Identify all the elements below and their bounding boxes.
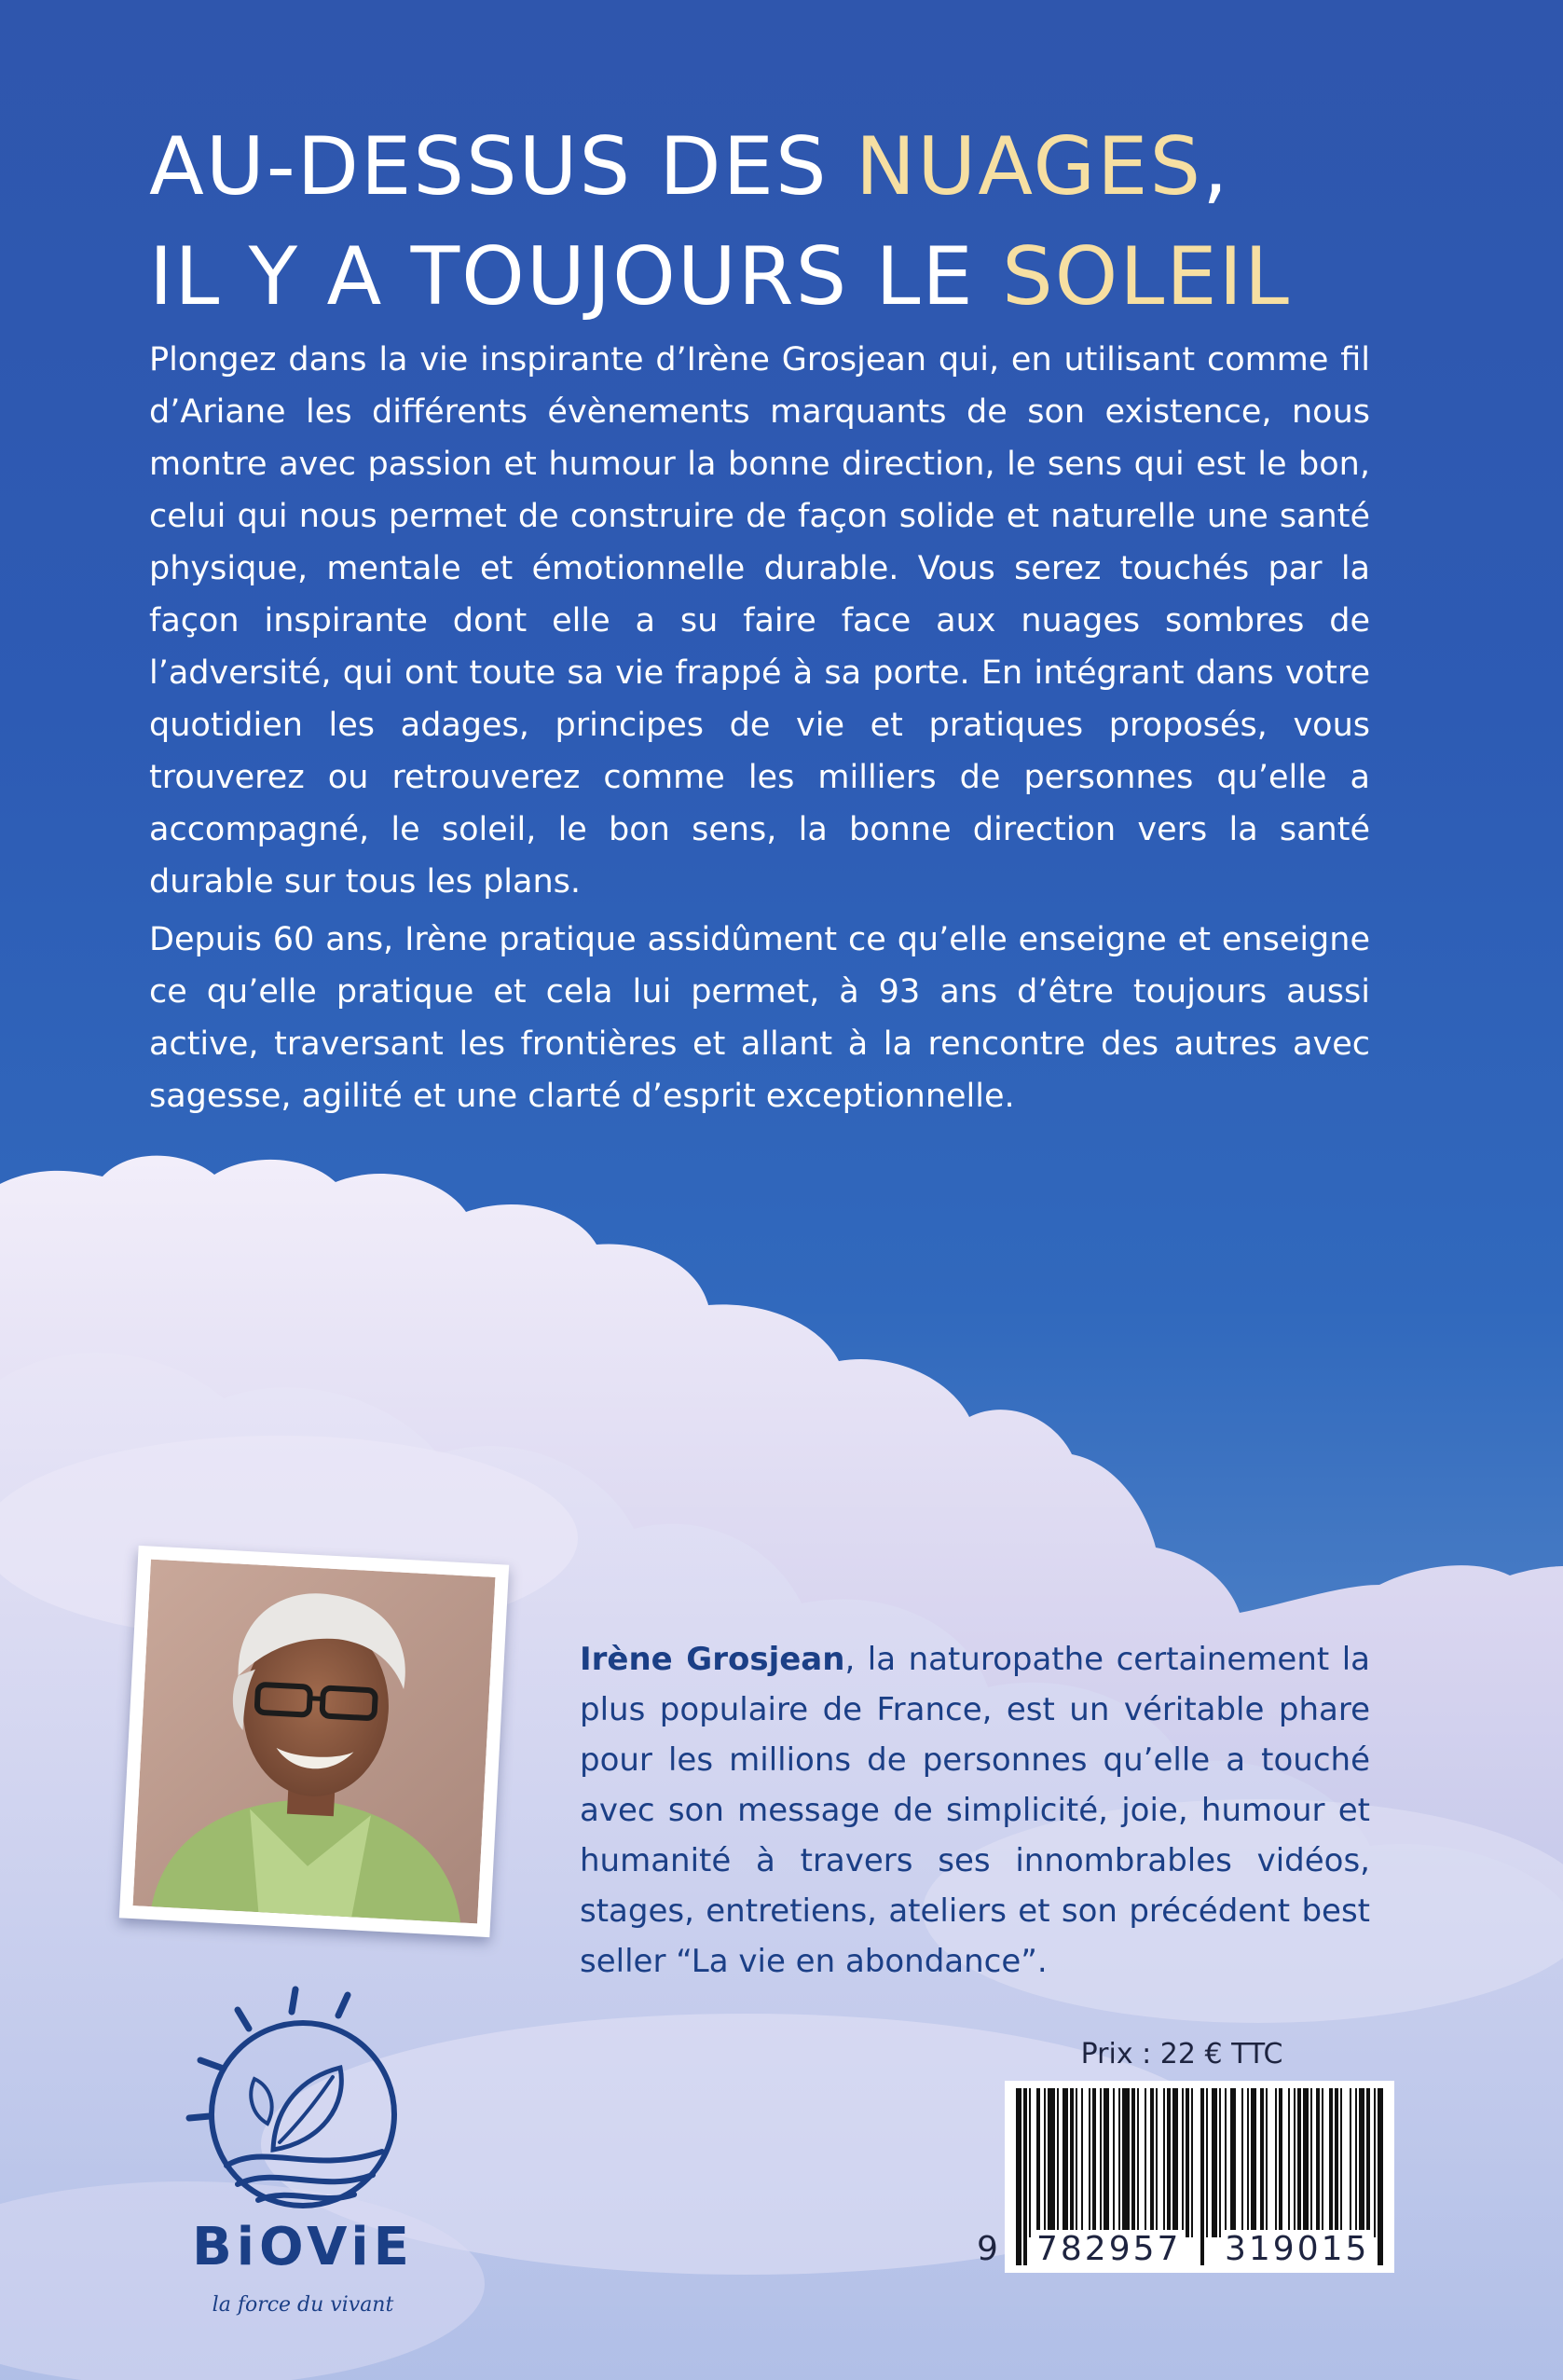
barcode-bar xyxy=(1350,2088,1351,2237)
barcode-bar xyxy=(1113,2088,1115,2237)
barcode-bar xyxy=(1359,2088,1364,2237)
barcode-bar xyxy=(1266,2088,1268,2237)
title-highlight-soleil: SOLEIL xyxy=(1002,230,1291,323)
description-paragraph-2: Depuis 60 ans, Irène pratique assidûment ce qu’elle enseigne et enseigne ce qu’elle pratique et cela lui permet, à 93 ans d’être toujours aussi active, traversant les frontières et allant à la rencontre des autres avec sagesse, agilité et une clarté d’esprit exceptionnelle. xyxy=(149,921,1370,1115)
author-bio xyxy=(580,1634,1370,1987)
barcode-bar xyxy=(1186,2088,1189,2237)
barcode-bar xyxy=(1322,2088,1323,2237)
barcode-bar xyxy=(1089,2088,1090,2237)
barcode-bar xyxy=(1374,2088,1376,2237)
barcode-bar xyxy=(1036,2088,1040,2237)
barcode-bar xyxy=(1048,2088,1055,2237)
title-line1-text: AU-DESSUS DES xyxy=(149,120,856,213)
barcode-bar xyxy=(1100,2088,1102,2237)
publisher-name: BiOViE xyxy=(192,2217,414,2277)
barcode-bar xyxy=(1131,2088,1135,2237)
barcode-bar xyxy=(1355,2088,1357,2237)
barcode-bar xyxy=(1118,2088,1120,2237)
barcode-bar xyxy=(1310,2088,1312,2237)
author-name: Irène Grosjean xyxy=(580,1641,845,1678)
barcode-bar xyxy=(1297,2088,1301,2237)
book-title xyxy=(149,112,1454,332)
barcode-bar xyxy=(1104,2088,1109,2237)
barcode-bar xyxy=(1316,2088,1320,2237)
barcode-bar xyxy=(1340,2088,1342,2237)
barcode-bar xyxy=(1329,2088,1333,2237)
barcode-bar xyxy=(1150,2088,1154,2237)
barcode-bar xyxy=(1070,2088,1074,2237)
publisher-tagline: la force du vivant xyxy=(212,2293,394,2317)
barcode-bar xyxy=(1122,2088,1130,2237)
barcode-bar xyxy=(1145,2088,1146,2237)
barcode-bar xyxy=(1212,2088,1217,2237)
title-line1-comma: , xyxy=(1202,120,1230,213)
barcode-bar xyxy=(1137,2088,1139,2237)
barcode-bar xyxy=(1167,2088,1171,2237)
barcode-bar xyxy=(1182,2088,1184,2237)
barcode-bar xyxy=(1247,2088,1249,2237)
barcode-bar xyxy=(1251,2088,1256,2237)
barcode-bar xyxy=(1057,2088,1059,2237)
barcode-bar xyxy=(1076,2088,1077,2237)
barcode-bar xyxy=(1063,2088,1068,2237)
barcode-bar xyxy=(1225,2088,1227,2237)
barcode-bar xyxy=(1044,2088,1046,2237)
author-bio-text: , la naturopathe certainement la plus populaire de France, est un véritable phare pour les millions de personnes qu’elle a touché avec son message de simplicité, joie, humour et humanité à travers ses innombrables vidéos, stages, entretiens, ateliers et son précédent best seller “La vie en abondance”. xyxy=(580,1641,1370,1980)
barcode-bar xyxy=(1241,2088,1243,2237)
barcode-bar xyxy=(1081,2088,1083,2237)
title-highlight-nuages: NUAGES xyxy=(855,120,1203,213)
barcode-bar xyxy=(1156,2088,1158,2237)
isbn-group-1: 782957 xyxy=(1033,2230,1185,2268)
barcode-bar xyxy=(1230,2088,1236,2237)
barcode-bar xyxy=(1366,2088,1370,2237)
author-photo xyxy=(119,1546,509,1937)
barcode-bar xyxy=(1335,2088,1338,2237)
barcode-bar xyxy=(1275,2088,1277,2237)
barcode-bar xyxy=(1219,2088,1221,2237)
barcode-bar xyxy=(1172,2088,1178,2237)
barcode-bar xyxy=(1260,2088,1264,2237)
barcode-bar xyxy=(1191,2088,1193,2237)
description-paragraph-1: Plongez dans la vie inspirante d’Irène Grosjean qui, en utilisant comme fil d’Ariane les différents évènements marquants de son existence, nous montre avec passion et humour la bonne direction, le sens qui est le bon, celui qui nous permet de construire de façon solide et naturelle une santé physique, mentale et émotionnelle durable. Vous serez touchés par la façon inspirante dont elle a su faire face aux nuages sombres de l’adversité, qui ont toute sa vie frappé à sa porte. En intégrant dans votre quotidien les adages, principes de vie et pratiques proposés, vous trouverez ou retrouverez comme les milliers de personnes qu’elle a accompagné, le soleil, le bon sens, la bonne direction vers la santé durable sur tous les plans. xyxy=(149,341,1370,901)
barcode-bar xyxy=(1163,2088,1165,2237)
price-label: Prix : 22 € TTC xyxy=(1080,2038,1283,2070)
publisher-logo-icon xyxy=(182,1974,424,2254)
barcode-bar xyxy=(1092,2088,1096,2237)
barcode-bar xyxy=(1288,2088,1290,2237)
title-line2-text: IL Y A TOUJOURS LE xyxy=(149,230,1003,323)
barcode-bar xyxy=(1206,2088,1208,2237)
barcode-bar xyxy=(1294,2088,1296,2237)
barcode-bar xyxy=(1029,2088,1031,2237)
author-portrait-image xyxy=(133,1560,496,1924)
isbn-group-2: 319015 xyxy=(1221,2230,1373,2268)
barcode-bar xyxy=(1303,2088,1309,2237)
isbn-first-digit: 9 xyxy=(977,2230,1001,2268)
isbn-number xyxy=(977,2230,1394,2277)
barcode-bar xyxy=(1279,2088,1282,2237)
